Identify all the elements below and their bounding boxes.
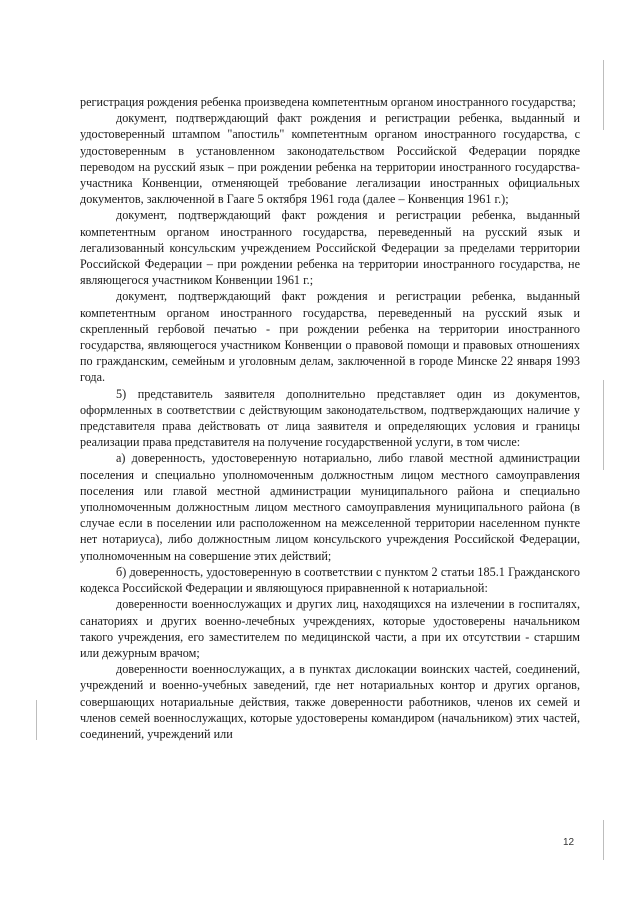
scan-edge-mark [603, 380, 604, 470]
paragraph: документ, подтверждающий факт рождения и регистрации ребенка, выданный компетентным органом иностранного государства, переведенный на русский язык и легализованный консульским учреждением Российской Федерации за пределами территории Российской Федерации – при рождении ребенка на территории иностранного государства, не являющегося участником Конвенции 1961 г.; [80, 208, 580, 288]
paragraph: документ, подтверждающий факт рождения и регистрации ребенка, выданный и удостоверенный штампом "апостиль" компетентным органом иностранного государства, с удостоверенным в установленном законодательством Российской Федерации порядке переводом на русский язык – при рождении ребенка на территории иностранного государства-участника Конвенции, отменяющей требование легализации иностранных официальных документов, заключенной в Гааге 5 октября 1961 года (далее – Конвенция 1961 г.); [80, 111, 580, 207]
paragraph: б) доверенность, удостоверенную в соответствии с пунктом 2 статьи 185.1 Гражданского кодекса Российской Федерации и являющуюся приравненной к нотариальной: [80, 564, 580, 596]
paragraph: а) доверенность, удостоверенную нотариально, либо главой местной администрации поселения и специально уполномоченным должностным лицом местного самоуправления поселения или главой местной администрации муниципального района и специально уполномоченным должностным лицом местного самоуправления муниципального района (в случае если в поселении или расположенном на межселенной территории населенном пункте нет нотариуса), либо должностным лицом консульского учреждения Российской Федерации, уполномоченным на совершение этих действий; [80, 451, 580, 563]
scan-edge-mark [603, 820, 604, 860]
paragraph: доверенности военнослужащих и других лиц, находящихся на излечении в госпиталях, санаториях и других военно-лечебных учреждениях, которые удостоверены начальником такого учреждения, его заместителем по медицинской части, а при их отсутствии - старшим или дежурным врачом; [80, 597, 580, 660]
scan-edge-mark [603, 60, 604, 130]
page-number: 12 [563, 837, 575, 848]
document-body [80, 94, 580, 742]
paragraph: документ, подтверждающий факт рождения и регистрации ребенка, выданный компетентным органом иностранного государства, переведенный на русский язык и скрепленный гербовой печатью - при рождении ребенка на территории иностранного государства, являющегося участником Конвенции о правовой помощи и правовых отношениях по гражданским, семейным и уголовным делам, заключенной в городе Минске 22 января 1993 года. [80, 289, 580, 385]
paragraph: регистрация рождения ребенка произведена компетентным органом иностранного государства; [80, 95, 576, 109]
paragraph: 5) представитель заявителя дополнительно представляет один из документов, оформленных в соответствии с действующим законодательством, подтверждающих наличие у представителя права действовать от лица заявителя и определяющих условия и границы реализации права представителя на получение государственной услуги, в том числе: [80, 386, 580, 450]
paragraph: доверенности военнослужащих, а в пунктах дислокации воинских частей, соединений, учреждений и военно-учебных заведений, где нет нотариальных контор и других органов, совершающих нотариальные действия, также доверенности работников, членов их семей и членов семей военнослужащих, которые удостоверены командиром (начальником) этих частей, соединений, учреждений или [80, 662, 580, 741]
scan-edge-mark [36, 700, 37, 740]
